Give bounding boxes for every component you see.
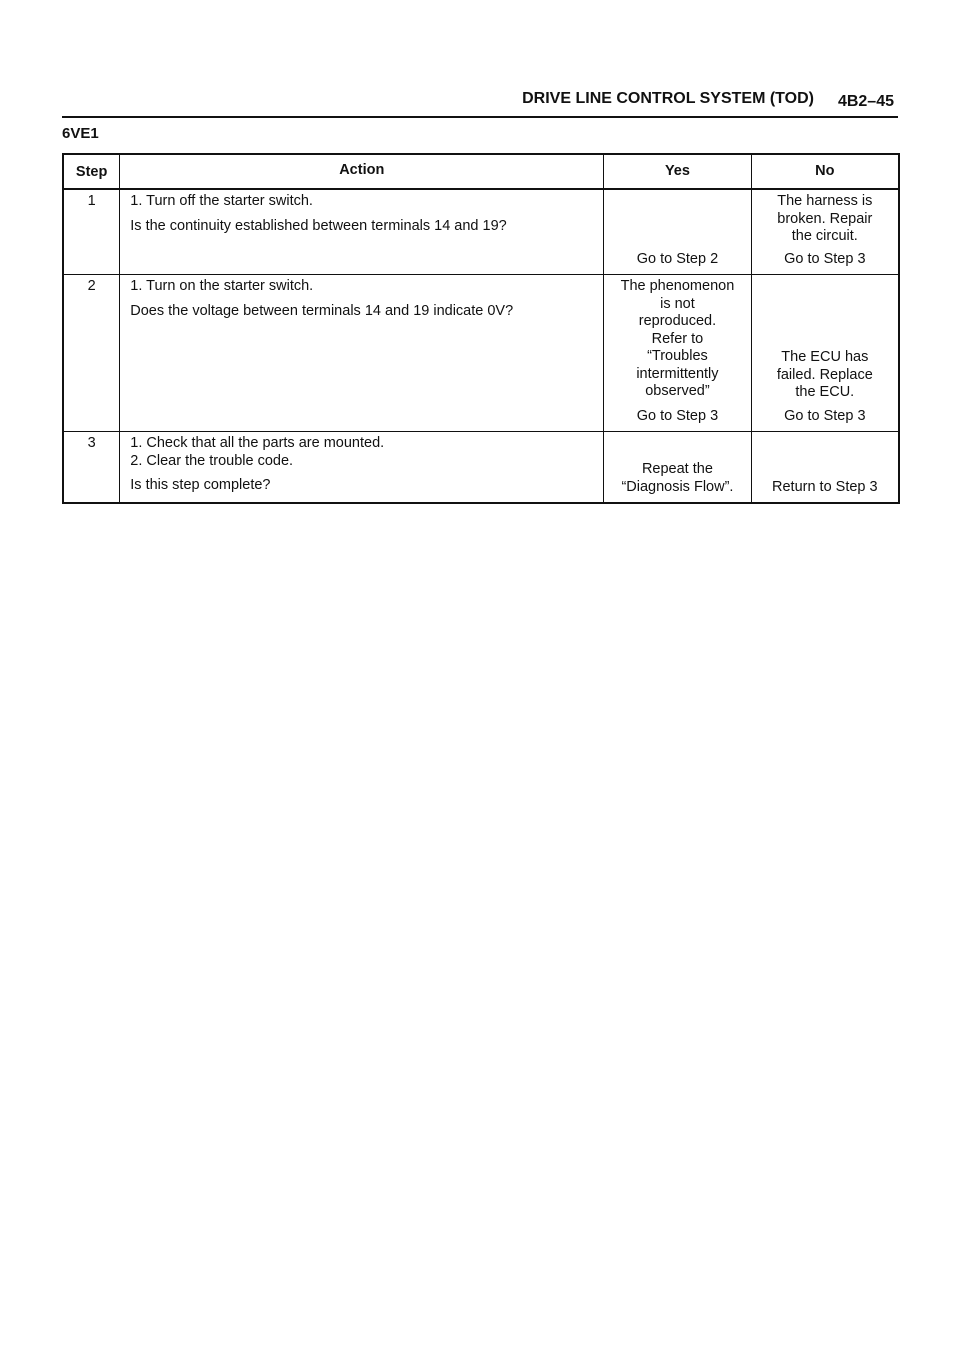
- step-number: 2: [63, 275, 120, 432]
- column-header-step: Step: [63, 154, 120, 189]
- step-number: 1: [63, 189, 120, 275]
- table-row: [63, 189, 899, 275]
- diagnosis-table: [62, 153, 900, 504]
- table-header-row: [63, 154, 899, 189]
- yes-cell: [604, 275, 751, 432]
- no-text: Return to Step 3: [772, 478, 878, 495]
- table-row: [63, 275, 899, 432]
- no-cell: [751, 275, 899, 432]
- action-item: 1. Turn off the starter switch.: [130, 193, 313, 209]
- no-text: The ECU has failed. Replace the ECU.: [776, 349, 873, 400]
- section-label: 6VE1: [62, 125, 99, 142]
- table-row: [63, 432, 899, 504]
- step-number: 3: [63, 432, 120, 504]
- page-header: [62, 86, 898, 118]
- yes-goto: Go to Step 3: [636, 407, 719, 424]
- column-header-action: Action: [120, 154, 604, 189]
- action-item: 1. Check that all the parts are mounted.: [130, 435, 385, 451]
- action-question: Does the voltage between terminals 14 and 19 indicate 0V?: [130, 302, 514, 319]
- no-goto: Go to Step 3: [784, 250, 866, 267]
- no-cell: [751, 189, 899, 275]
- yes-cell: [604, 189, 751, 275]
- action-question: Is the continuity established between terminals 14 and 19?: [130, 217, 507, 234]
- no-text: The harness is broken. Repair the circuit.: [777, 193, 873, 244]
- yes-goto: Go to Step 2: [636, 250, 719, 267]
- action-item: 1. Turn on the starter switch.: [130, 278, 314, 294]
- column-header-yes: Yes: [604, 154, 751, 189]
- action-item: 2. Clear the trouble code.: [130, 452, 294, 469]
- yes-text: The phenomenon is not reproduced. Refer to “Troubles intermittently observed”: [620, 278, 735, 399]
- column-header-no: No: [751, 154, 899, 189]
- no-goto: Go to Step 3: [784, 407, 866, 424]
- yes-cell: [604, 432, 751, 504]
- header-title: DRIVE LINE CONTROL SYSTEM (TOD): [522, 90, 814, 107]
- action-cell: [120, 189, 604, 275]
- action-question: Is this step complete?: [130, 477, 271, 493]
- page-number: 4B2–45: [837, 93, 894, 110]
- action-cell: [120, 432, 604, 504]
- yes-text: Repeat the “Diagnosis Flow”.: [621, 461, 734, 495]
- no-cell: [751, 432, 899, 504]
- action-cell: [120, 275, 604, 432]
